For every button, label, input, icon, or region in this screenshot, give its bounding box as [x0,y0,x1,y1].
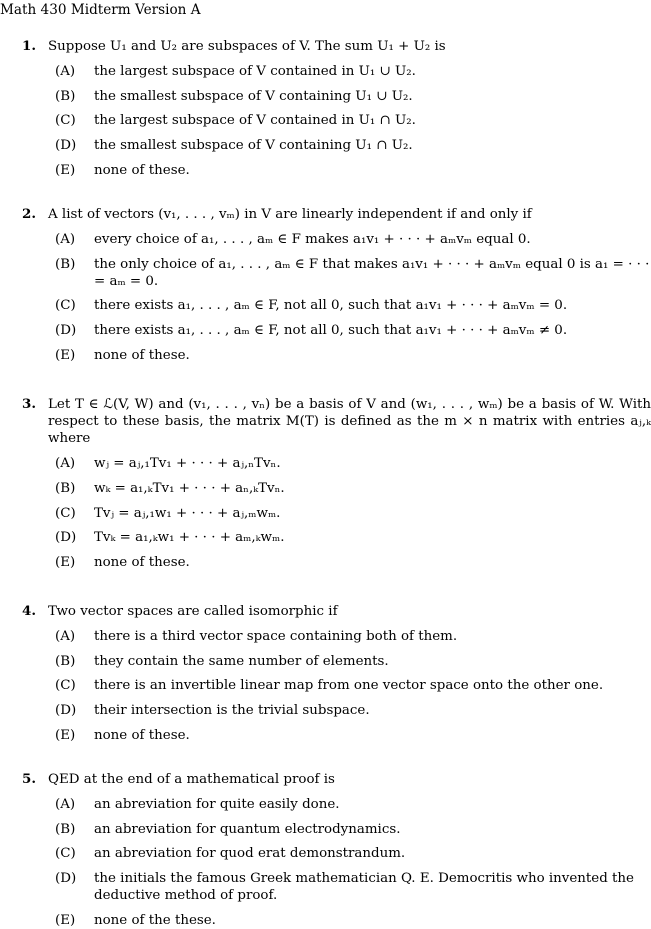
option-text: there is a third vector space containing both of them. [94,628,458,644]
option-text: Tvₖ = a₁,ₖw₁ + · · · + aₘ,ₖwₘ. [94,530,285,546]
option-text: the only choice of a₁, . . . , aₘ ∈ F that makes a₁v₁ + · · · + aₘvₘ equal 0 is a₁ = · · · = aₘ = 0. [94,256,650,289]
option-e [22,162,651,179]
option-letter: (D) [55,323,77,339]
option-a [22,796,651,813]
option-letter: (B) [55,821,76,837]
option-text: the smallest subspace of V containing U₁ ∩ U₂. [94,138,413,153]
option-letter: (E) [55,912,76,928]
option-a [22,63,651,80]
option-text: none of these. [94,727,190,743]
question-text: A list of vectors (v₁, . . . , vₘ) in V are linearly independent if and only if [48,207,532,222]
option-c [22,845,651,862]
question-2 [22,206,651,364]
option-text: wⱼ = aⱼ,₁Tv₁ + · · · + aⱼ,ₙTvₙ. [94,456,281,472]
option-letter: (A) [55,796,76,812]
option-c [22,112,651,129]
option-a [22,231,651,248]
option-letter: (B) [55,88,76,104]
option-e [22,347,651,364]
option-text: none of these. [94,555,190,571]
option-letter: (B) [55,653,76,669]
option-a [22,455,651,472]
option-letter: (E) [55,555,76,571]
question-5 [22,771,651,929]
option-text: the smallest subspace of V containing U₁ ∪ U₂. [94,88,413,104]
option-text: none of the these. [94,912,216,928]
question-text: Two vector spaces are called isomorphic if [48,604,338,619]
question-number: 5. [22,771,36,787]
option-c [22,297,651,314]
option-text: the largest subspace of V contained in U₁ ∩ U₂. [94,113,416,129]
question-1 [22,38,651,179]
option-letter: (C) [55,298,76,314]
option-a [22,628,651,645]
option-d [22,702,651,719]
question-3 [22,396,651,571]
option-c [22,505,651,522]
option-letter: (A) [55,628,76,644]
option-letter: (A) [55,63,76,79]
question-text: Let T ∈ ℒ(V, W) and (v₁, . . . , vₙ) be a basis of V and (w₁, . . . , wₘ) be a basis of W. With respect to these basis, the matrix M(T) is defined as the m × n matrix with entries aⱼ,ₖ where [48,397,651,447]
option-text: wₖ = a₁,ₖTv₁ + · · · + aₙ,ₖTvₙ. [94,480,285,496]
option-letter: (D) [55,703,77,718]
option-b [22,653,651,670]
option-text: there is an invertible linear map from one vector space onto the other one. [94,678,604,694]
option-letter: (B) [55,256,76,272]
option-d [22,529,651,546]
option-letter: (D) [55,871,77,886]
option-text: there exists a₁, . . . , aₘ ∈ F, not all 0, such that a₁v₁ + · · · + aₘvₘ ≠ 0. [94,323,568,339]
question-text: Suppose U₁ and U₂ are subspaces of V. The sum U₁ + U₂ is [48,39,446,54]
option-text: an abreviation for quod erat demonstrandum. [94,846,406,862]
option-text: there exists a₁, . . . , aₘ ∈ F, not all 0, such that a₁v₁ + · · · + aₘvₘ = 0. [94,298,568,314]
option-c [22,677,651,694]
option-text: an abreviation for quantum electrodynamics. [94,821,401,837]
option-text: their intersection is the trivial subspace. [94,703,370,718]
question-number: 2. [22,206,36,222]
option-text: an abreviation for quite easily done. [94,796,340,812]
option-b [22,256,651,290]
option-e [22,912,651,929]
option-letter: (A) [55,456,76,472]
question-number: 3. [22,396,36,412]
option-letter: (D) [55,530,77,546]
option-letter: (C) [55,678,76,694]
question-number: 4. [22,603,36,619]
option-b [22,480,651,497]
option-text: Tvⱼ = aⱼ,₁w₁ + · · · + aⱼ,ₘwₘ. [94,505,281,521]
question-4 [22,603,651,744]
option-text: every choice of a₁, . . . , aₘ ∈ F makes a₁v₁ + · · · + aₘvₘ equal 0. [94,231,531,247]
option-b [22,821,651,838]
option-letter: (B) [55,480,76,496]
option-letter: (C) [55,505,76,521]
option-text: the initials the famous Greek mathematician Q. E. Democritis who invented the deductive method of proof. [94,871,634,904]
question-text: QED at the end of a mathematical proof is [48,772,335,787]
option-e [22,727,651,744]
option-text: none of these. [94,162,190,178]
option-letter: (D) [55,138,77,153]
option-d [22,322,651,339]
option-e [22,554,651,571]
option-d [22,870,651,904]
option-letter: (E) [55,727,76,743]
option-text: the largest subspace of V contained in U₁ ∪ U₂. [94,63,416,79]
option-text: they contain the same number of elements. [94,653,389,669]
page-title: Math 430 Midterm Version A [0,2,201,18]
option-letter: (C) [55,846,76,862]
option-d [22,137,651,154]
option-letter: (E) [55,347,76,363]
option-b [22,88,651,105]
option-letter: (A) [55,231,76,247]
question-number: 1. [22,38,36,54]
option-text: none of these. [94,347,190,363]
option-letter: (C) [55,113,76,129]
option-letter: (E) [55,162,76,178]
